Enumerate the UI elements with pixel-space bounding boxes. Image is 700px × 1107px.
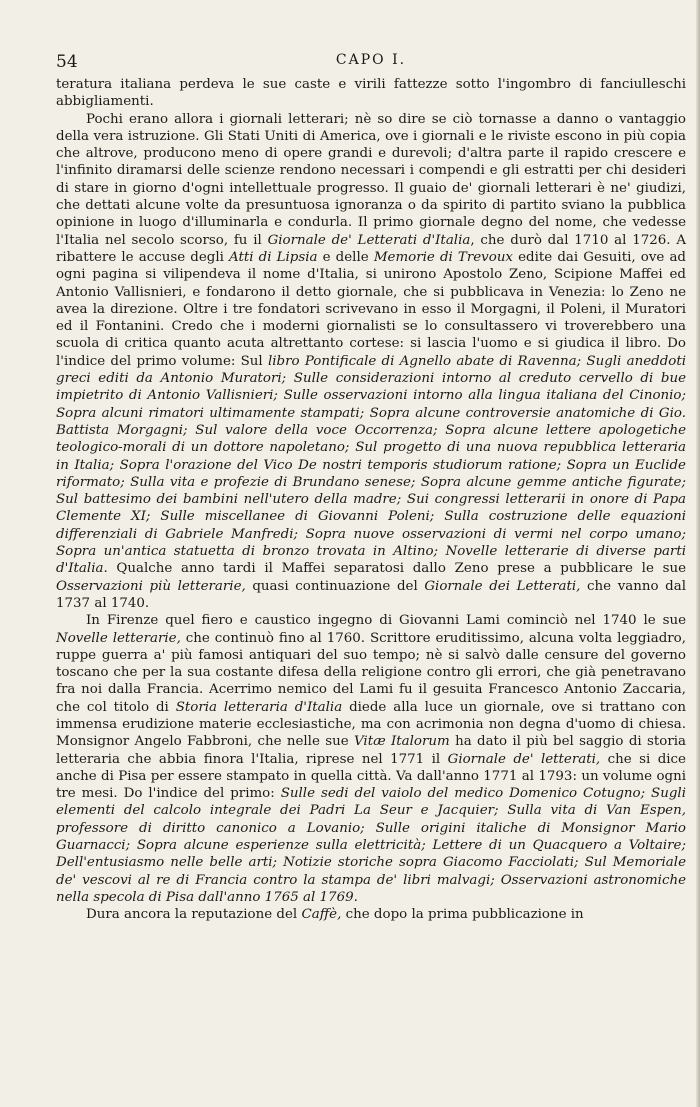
text-segment: quasi continuazione del [245, 578, 425, 594]
text-segment: Pochi erano allora i giornali letterari; nè so dire se ciò tornasse a danno o vantaggio della vera istruzione. Gli Stati Uniti di America, ove i giornali e le riviste escono in più copia che altrove, producono meno di opere grandi e durevoli; d'altra parte il rapido crescere e l'infinito diramarsi delle scienze rendono necessari i compendi e gli estratti per chi desideri di stare in giorno d'ogni intellettuale progresso. Il guaio de' giornali letterari è ne' giudizi, che dettati alcune volte da presuntuosa ignoranza o da spirito di partito sviano la pubblica opinione in luogo d'illuminarla e condurla. Il primo giornale degno del nome, che vedesse l'Italia nel secolo scorso, fu il [56, 111, 686, 248]
page-number: 54 [56, 52, 78, 72]
italic-text-segment: Giornale de' Letterati d'Italia [267, 232, 471, 248]
text-segment: diede alla luce un giornale, ove si trattano con immensa erudizione materie ecclesiastiche, ma con acrimonia non degna d'uomo di chiesa. Monsignor Angelo Fabbroni, che nelle sue [56, 699, 686, 750]
italic-text-segment: Atti di Lipsia [229, 249, 318, 265]
text-segment: , che durò dal 1710 al 1726. A ribattere le accuse degli [56, 232, 686, 265]
text-segment: che continuò fino al 1760. Scrittore eruditissimo, alcuna volta leggiadro, ruppe guerra a' più famosi antiquari del suo tempo; nè si salvò dalle censure del governo toscano che per la sua costante difesa della religione contro gli errori, che già penetravano fra noi dalla Francia. Acerrimo nemico del Lami fu il gesuita Francesco Antonio Zaccaria, che col titolo di [56, 630, 686, 715]
paragraph-2 [56, 111, 686, 613]
body-text [56, 76, 686, 924]
text-segment: che dopo la prima pubblicazione in [341, 907, 584, 923]
italic-text-segment: Storia letteraria d'Italia [175, 699, 343, 715]
page-header [56, 52, 686, 74]
text-segment: Dura ancora la reputazione del [86, 907, 302, 923]
italic-text-segment: Sulle sedi del vaiolo del medico Domenico Cotugno; Sugli elementi del calcolo integrale dei Padri La Seur e Jacquier; Sulla vita di Van Espen, professore di diritto canonico a Lovanio; Sulle origini italiche di Monsignor Mario Guarnacci; Sopra alcune esperienze sulla elettricità; Lettere di un Quacquero a Voltaire; Dell'entusiasmo nelle belle arti; Notizie storiche sopra Giacomo Facciolati; Sul Memoriale de' vescovi al re di Francia contro la stampa de' libri malvagi; Osservazioni astronomiche nella specola di Pisa dall'anno 1765 al 1769. [56, 786, 686, 905]
text-segment: che si dice anche di Pisa per essere stampato in quella città. Va dall'anno 1771 al 1793: un volume ogni tre mesi. Do l'indice del primo: [56, 751, 686, 802]
italic-text-segment: Novelle letterarie, [56, 630, 181, 646]
text-segment: In Firenze quel fiero e caustico ingegno di Giovanni Lami cominciò nel 1740 le sue [86, 613, 686, 629]
text-segment: Qualche anno tardi il Maffei separatosi dallo Zeno prese a pubblicare le sue [107, 561, 686, 577]
paragraph-4 [56, 906, 686, 923]
italic-text-segment: Vitæ Italorum [353, 734, 450, 750]
italic-text-segment: Caffè, [301, 907, 342, 923]
italic-text-segment: libro Pontificale di Agnello abate di Ravenna; Sugli aneddoti greci editi da Antonio Muratori; Sulle considerazioni intorno al creduto cervello di bue impietrito di Antonio Vallisnieri; Sulle osservazioni intorno alla lingua italiana del Cinonio; Sopra alcuni rimatori ultimamente stampati; Sopra alcune controversie anatomiche di Gio. Battista Morgagni; Sul valore della voce Occorrenza; Sopra alcune lettere apologetiche teologico-morali di un dottore napoletano; Sul progetto di una nuova repubblica letteraria in Italia; Sopra l'orazione del Vico De nostri temporis studiorum ratione; Sopra un Euclide riformato; Sulla vita e profezie di Brundano senese; Sopra alcune gemme antiche figurate; Sul battesimo dei bambini nell'utero della madre; Sui congressi letterarii in onore di Papa Clemente XI; Sulle miscellanee di Giovanni Poleni; Sulla costruzione delle equazioni differenziali di Gabriele Manfredi; Sopra nuove osservazioni di vermi nel corpo umano; Sopra un'antica statuetta di bronzo trovata in Altino; Novelle letterarie di diverse parti d'Italia. [56, 353, 686, 577]
italic-text-segment: Giornale dei Letterati, [424, 578, 581, 594]
paragraph-3 [56, 612, 686, 906]
text-segment: teratura italiana perdeva le sue caste e virili fattezze sotto l'ingombro di fanciulleschi abbigliamenti. [56, 77, 686, 110]
italic-text-segment: Memorie di Trevoux [373, 249, 513, 265]
text-segment: che vanno dal 1737 al 1740. [56, 578, 687, 611]
page-edge-shadow [696, 0, 700, 1107]
italic-text-segment: Giornale de' letterati, [447, 751, 601, 767]
running-head: CAPO I. [335, 52, 407, 68]
text-segment: e delle [317, 249, 374, 265]
paragraph-1 [56, 76, 686, 111]
text-segment: ha dato il più bel saggio di storia letteraria che abbia finora l'Italia, riprese nel 1771 il [56, 734, 686, 767]
italic-text-segment: Osservazioni più letterarie, [56, 578, 246, 594]
text-segment: edite dai Gesuiti, ove ad ogni pagina si vilipendeva il nome d'Italia, si unirono Apostolo Zeno, Scipione Maffei ed Antonio Vallisnieri, e fondarono il detto giornale, che si pubblicava in Venezia: lo Zeno ne avea la direzione. Oltre i tre fondatori scrivevano in esso il Morgagni, il Poleni, il Muratori ed il Fontanini. Credo che i moderni giornalisti se lo consultassero vi troverebbero una scuola di critica quanto acuta altrettanto cortese: si lascia l'uomo e si giudica il libro. Do l'indice del primo volume: Sul [56, 249, 686, 369]
